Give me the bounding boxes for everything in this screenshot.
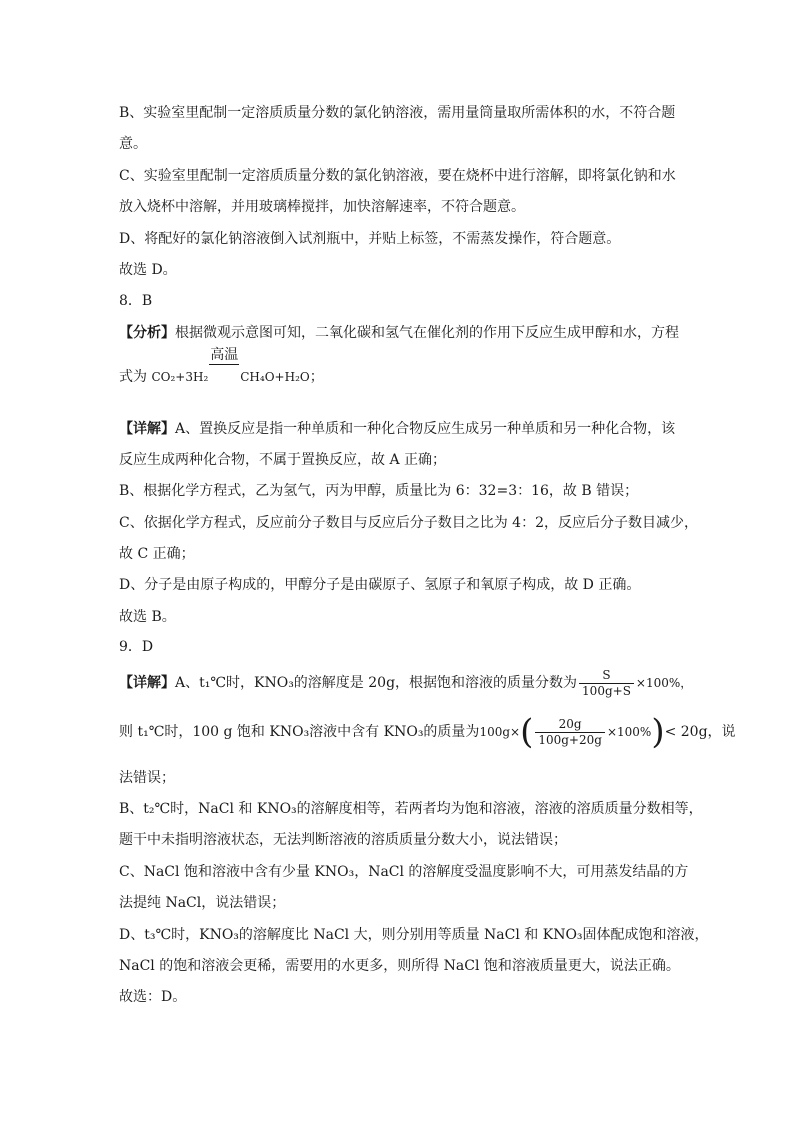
text-line: 故选：D。 bbox=[119, 989, 187, 1005]
text-line: B、实验室里配制一定溶质质量分数的氯化钠溶液，需用量筒量取所需体积的水，不符合题 bbox=[119, 105, 676, 121]
equation-prefix: 式为 bbox=[119, 369, 152, 385]
detail-label: 【详解】 bbox=[119, 421, 175, 437]
fraction-numerator: S bbox=[602, 667, 611, 682]
text-line: 反应生成两种化合物，不属于置换反应，故 A 正确； bbox=[119, 452, 447, 468]
reaction-condition bbox=[209, 347, 239, 387]
text-line: 放入烧杯中溶解，并用玻璃棒搅拌，加快溶解速率，不符合题意。 bbox=[119, 199, 525, 215]
equation-end: ； bbox=[309, 369, 324, 385]
text-line: C、依据化学方程式，反应前分子数目与反应后分子数目之比为 4：2，反应后分子数目减少， bbox=[119, 515, 698, 531]
text-line: D、t₃℃时，KNO₃的溶解度比 NaCl 大，则分别用等质量 NaCl 和 KNO₃固体配成饱和溶液， bbox=[119, 927, 709, 943]
analysis-text: 根据微观示意图可知，二氧化碳和氢气在催化剂的作用下反应生成甲醇和水，方程 bbox=[175, 325, 679, 341]
detail-text: A、t₁℃时，KNO₃的溶解度是 20g，根据饱和溶液的质量分数为 bbox=[175, 675, 578, 691]
text-line: D、将配好的氯化钠溶液倒入试剂瓶中，并贴上标签，不需蒸发操作，符合题意。 bbox=[119, 231, 621, 247]
analysis-label: 【分析】 bbox=[119, 325, 175, 341]
fraction-denominator: 100g+20g bbox=[535, 732, 605, 748]
text-line: C、NaCl 饱和溶液中含有少量 KNO₃，NaCl 的溶解度受温度影响不大，可用蒸发结晶的方 bbox=[119, 864, 689, 880]
text-line: 故选 D。 bbox=[119, 262, 177, 278]
formula-text: 则 t₁℃时，100 g 饱和 KNO₃溶液中含有 KNO₃的质量为 bbox=[119, 724, 480, 740]
formula-suffix: < 20g，说 bbox=[664, 724, 736, 740]
equation-right: CH₄O+H₂O bbox=[240, 370, 310, 384]
detail-text: ×100%， bbox=[635, 676, 693, 690]
text-line: 故 C 正确； bbox=[119, 546, 195, 562]
text-line: 意。 bbox=[119, 136, 147, 152]
analysis-line bbox=[119, 323, 679, 343]
text-line: NaCl 的饱和溶液会更稀，需要用的水更多，则所得 NaCl 饱和溶液质量更大，说法正确。 bbox=[119, 958, 680, 974]
fraction-numerator: 20g bbox=[558, 716, 582, 731]
question-number: 9．D bbox=[119, 639, 154, 655]
text-line: 故选 B。 bbox=[119, 609, 176, 625]
right-paren: ) bbox=[651, 712, 665, 752]
text-line: D、分子是由原子构成的，甲醇分子是由碳原子、氢原子和氧原子构成，故 D 正确。 bbox=[119, 577, 641, 593]
formula-prefix: 100g× bbox=[479, 725, 521, 739]
equation-line bbox=[119, 347, 324, 387]
formula-line bbox=[119, 712, 736, 752]
text-line: 法提纯 NaCl，说法错误； bbox=[119, 895, 286, 911]
detail-line bbox=[119, 666, 692, 700]
text-line: C、实验室里配制一定溶质质量分数的氯化钠溶液，要在烧杯中进行溶解，即将氯化钠和水 bbox=[119, 168, 676, 184]
fraction-denominator: 100g+S bbox=[579, 683, 634, 699]
question-number: 8．B bbox=[119, 293, 153, 309]
detail-label: 【详解】 bbox=[119, 675, 175, 691]
left-paren: ( bbox=[520, 712, 534, 752]
fraction bbox=[535, 717, 605, 748]
equation-left: CO₂+3H₂ bbox=[151, 370, 209, 384]
text-line: 题干中未指明溶液状态，无法判断溶液的溶质质量分数大小，说法错误； bbox=[119, 832, 567, 848]
text-line: B、根据化学方程式，乙为氢气，丙为甲醇，质量比为 6：32=3：16，故 B 错误； bbox=[119, 483, 639, 499]
formula-inner: ×100% bbox=[606, 725, 652, 739]
condition-text: 高温 bbox=[210, 347, 239, 363]
detail-text: A、置换反应是指一种单质和一种化合物反应生成另一种单质和另一种化合物，该 bbox=[175, 421, 676, 437]
text-line: 法错误； bbox=[119, 770, 175, 786]
fraction bbox=[579, 668, 634, 699]
detail-line bbox=[119, 419, 675, 439]
text-line: B、t₂℃时，NaCl 和 KNO₃的溶解度相等，若两者均为饱和溶液，溶液的溶质质量分数相等， bbox=[119, 801, 703, 817]
